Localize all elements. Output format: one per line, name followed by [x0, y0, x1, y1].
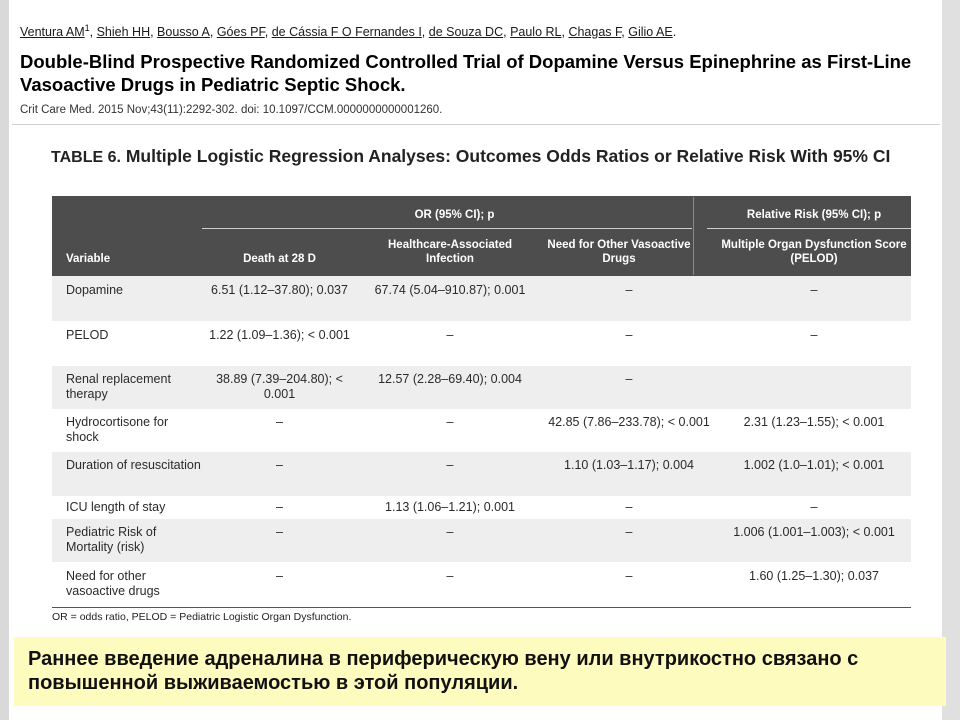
cell-pelod: 2.31 (1.23–1.55); < 0.001	[743, 415, 885, 429]
header-group-rr: Relative Risk (95% CI); p	[746, 209, 882, 221]
author-link[interactable]: de Souza DC	[428, 25, 504, 40]
row-variable: PELOD	[66, 328, 109, 342]
table-row	[52, 452, 911, 496]
cell-vasoactive: –	[625, 328, 633, 342]
header-group-or: OR (95% CI); p	[414, 209, 495, 221]
author-link[interactable]: Chagas F	[568, 25, 622, 40]
row-variable: Need for other vasoactive drugs	[66, 569, 160, 598]
author-link[interactable]: Shieh HH	[96, 25, 151, 40]
cell-pelod: –	[810, 328, 818, 342]
cell-vasoactive: –	[625, 525, 633, 539]
row-variable: Hydrocortisone for shock	[66, 415, 169, 444]
author-link[interactable]: de Cássia F O Fernandes I	[271, 25, 422, 40]
cell-vasoactive: –	[625, 569, 633, 583]
author-link[interactable]: Bousso A	[157, 25, 210, 40]
cell-hai: 12.57 (2.28–69.40); 0.004	[378, 372, 522, 386]
cell-hai: –	[446, 569, 454, 583]
cell-death-28d: –	[276, 525, 283, 539]
header-vasoactive: Need for Other Vasoactive Drugs	[547, 239, 691, 265]
header-hai: Healthcare-Associated Infection	[388, 239, 512, 265]
cell-hai: –	[446, 328, 454, 342]
table-row	[52, 496, 911, 519]
cell-death-28d: –	[276, 500, 283, 514]
journal-reference: Crit Care Med. 2015 Nov;43(11):2292-302. doi: 10.1097/CCM.0000000000001260.	[20, 104, 443, 116]
cell-hai: 1.13 (1.06–1.21); 0.001	[385, 500, 515, 514]
cell-death-28d: 1.22 (1.09–1.36); < 0.001	[209, 328, 350, 342]
header-variable: Variable	[66, 253, 111, 265]
cell-death-28d: –	[276, 415, 283, 429]
author-link[interactable]: Góes PF	[216, 25, 265, 40]
cell-vasoactive: 1.10 (1.03–1.17); 0.004	[564, 458, 694, 472]
table-title-text: Multiple Logistic Regression Analyses: Outcomes Odds Ratios or Relative Risk With 95% CI	[125, 146, 891, 166]
header-group-rule	[707, 228, 911, 229]
table-row	[52, 409, 911, 452]
citation-block	[12, 14, 940, 125]
table-row	[52, 366, 911, 409]
cell-death-28d: –	[276, 458, 283, 472]
cell-hai: 67.74 (5.04–910.87); 0.001	[374, 283, 526, 297]
row-variable: ICU length of stay	[66, 500, 166, 514]
header-column-divider	[693, 197, 694, 275]
table-row	[52, 276, 911, 321]
cell-vasoactive: –	[625, 500, 633, 514]
cell-hai: –	[446, 415, 454, 429]
table-figure	[37, 141, 925, 633]
left-margin-stripe	[0, 0, 9, 720]
author-link[interactable]: Paulo RL	[510, 25, 562, 40]
cell-vasoactive: –	[625, 283, 633, 297]
cell-death-28d: 6.51 (1.12–37.80); 0.037	[211, 283, 348, 297]
cell-pelod: 1.006 (1.001–1.003); < 0.001	[733, 525, 895, 539]
conclusion-banner	[14, 637, 946, 706]
table-title	[51, 146, 911, 168]
table-bottom-rule	[52, 607, 911, 608]
cell-pelod: –	[810, 500, 818, 514]
row-variable: Dopamine	[66, 283, 123, 297]
table-row	[52, 562, 911, 606]
cell-hai: –	[446, 458, 454, 472]
cell-death-28d: 38.89 (7.39–204.80); < 0.001	[216, 372, 343, 401]
cell-vasoactive: –	[625, 372, 633, 386]
cell-death-28d: –	[276, 569, 283, 583]
row-variable: Renal replacement therapy	[66, 372, 171, 401]
cell-pelod: 1.60 (1.25–1.30); 0.037	[749, 569, 879, 583]
header-death-28d: Death at 28 D	[243, 253, 316, 265]
table-header	[52, 196, 911, 276]
author-link[interactable]: Ventura AM	[20, 25, 85, 40]
table-footnote: OR = odds ratio, PELOD = Pediatric Logistic Organ Dysfunction.	[52, 611, 352, 623]
cell-pelod: 1.002 (1.0–1.01); < 0.001	[743, 458, 885, 472]
row-variable: Pediatric Risk of Mortality (risk)	[66, 525, 157, 554]
conclusion-text: Раннее введение адреналина в периферическую вену или внутрикостно связано с повышенной выживаемостью в этой популяции.	[28, 648, 859, 694]
cell-pelod: –	[810, 283, 818, 297]
paper-title: Double-Blind Prospective Randomized Controlled Trial of Dopamine Versus Epinephrine as First-Line Vasoactive Drugs in Pediatric Septic Shock.	[20, 51, 912, 95]
cell-vasoactive: 42.85 (7.86–233.78); < 0.001	[548, 415, 710, 429]
right-margin-stripe	[942, 0, 960, 720]
table-row	[52, 321, 911, 366]
cell-hai: –	[446, 525, 454, 539]
author-link[interactable]: Gilio AE	[628, 25, 673, 40]
author-affiliation-mark: 1	[84, 23, 90, 33]
header-pelod: Multiple Organ Dysfunction Score (PELOD)	[721, 239, 907, 265]
table-row	[52, 519, 911, 562]
row-variable: Duration of resuscitation	[66, 458, 201, 472]
author-list: Ventura $AM^1$, Shieh HH, Bousso A, Góes PF, de Cássia F O Fernandes I, de Souza DC, Paulo RL, Chagas F, Gilio AE.	[20, 23, 677, 40]
header-group-rule	[202, 228, 692, 229]
table-label: TABLE 6.	[51, 149, 121, 166]
